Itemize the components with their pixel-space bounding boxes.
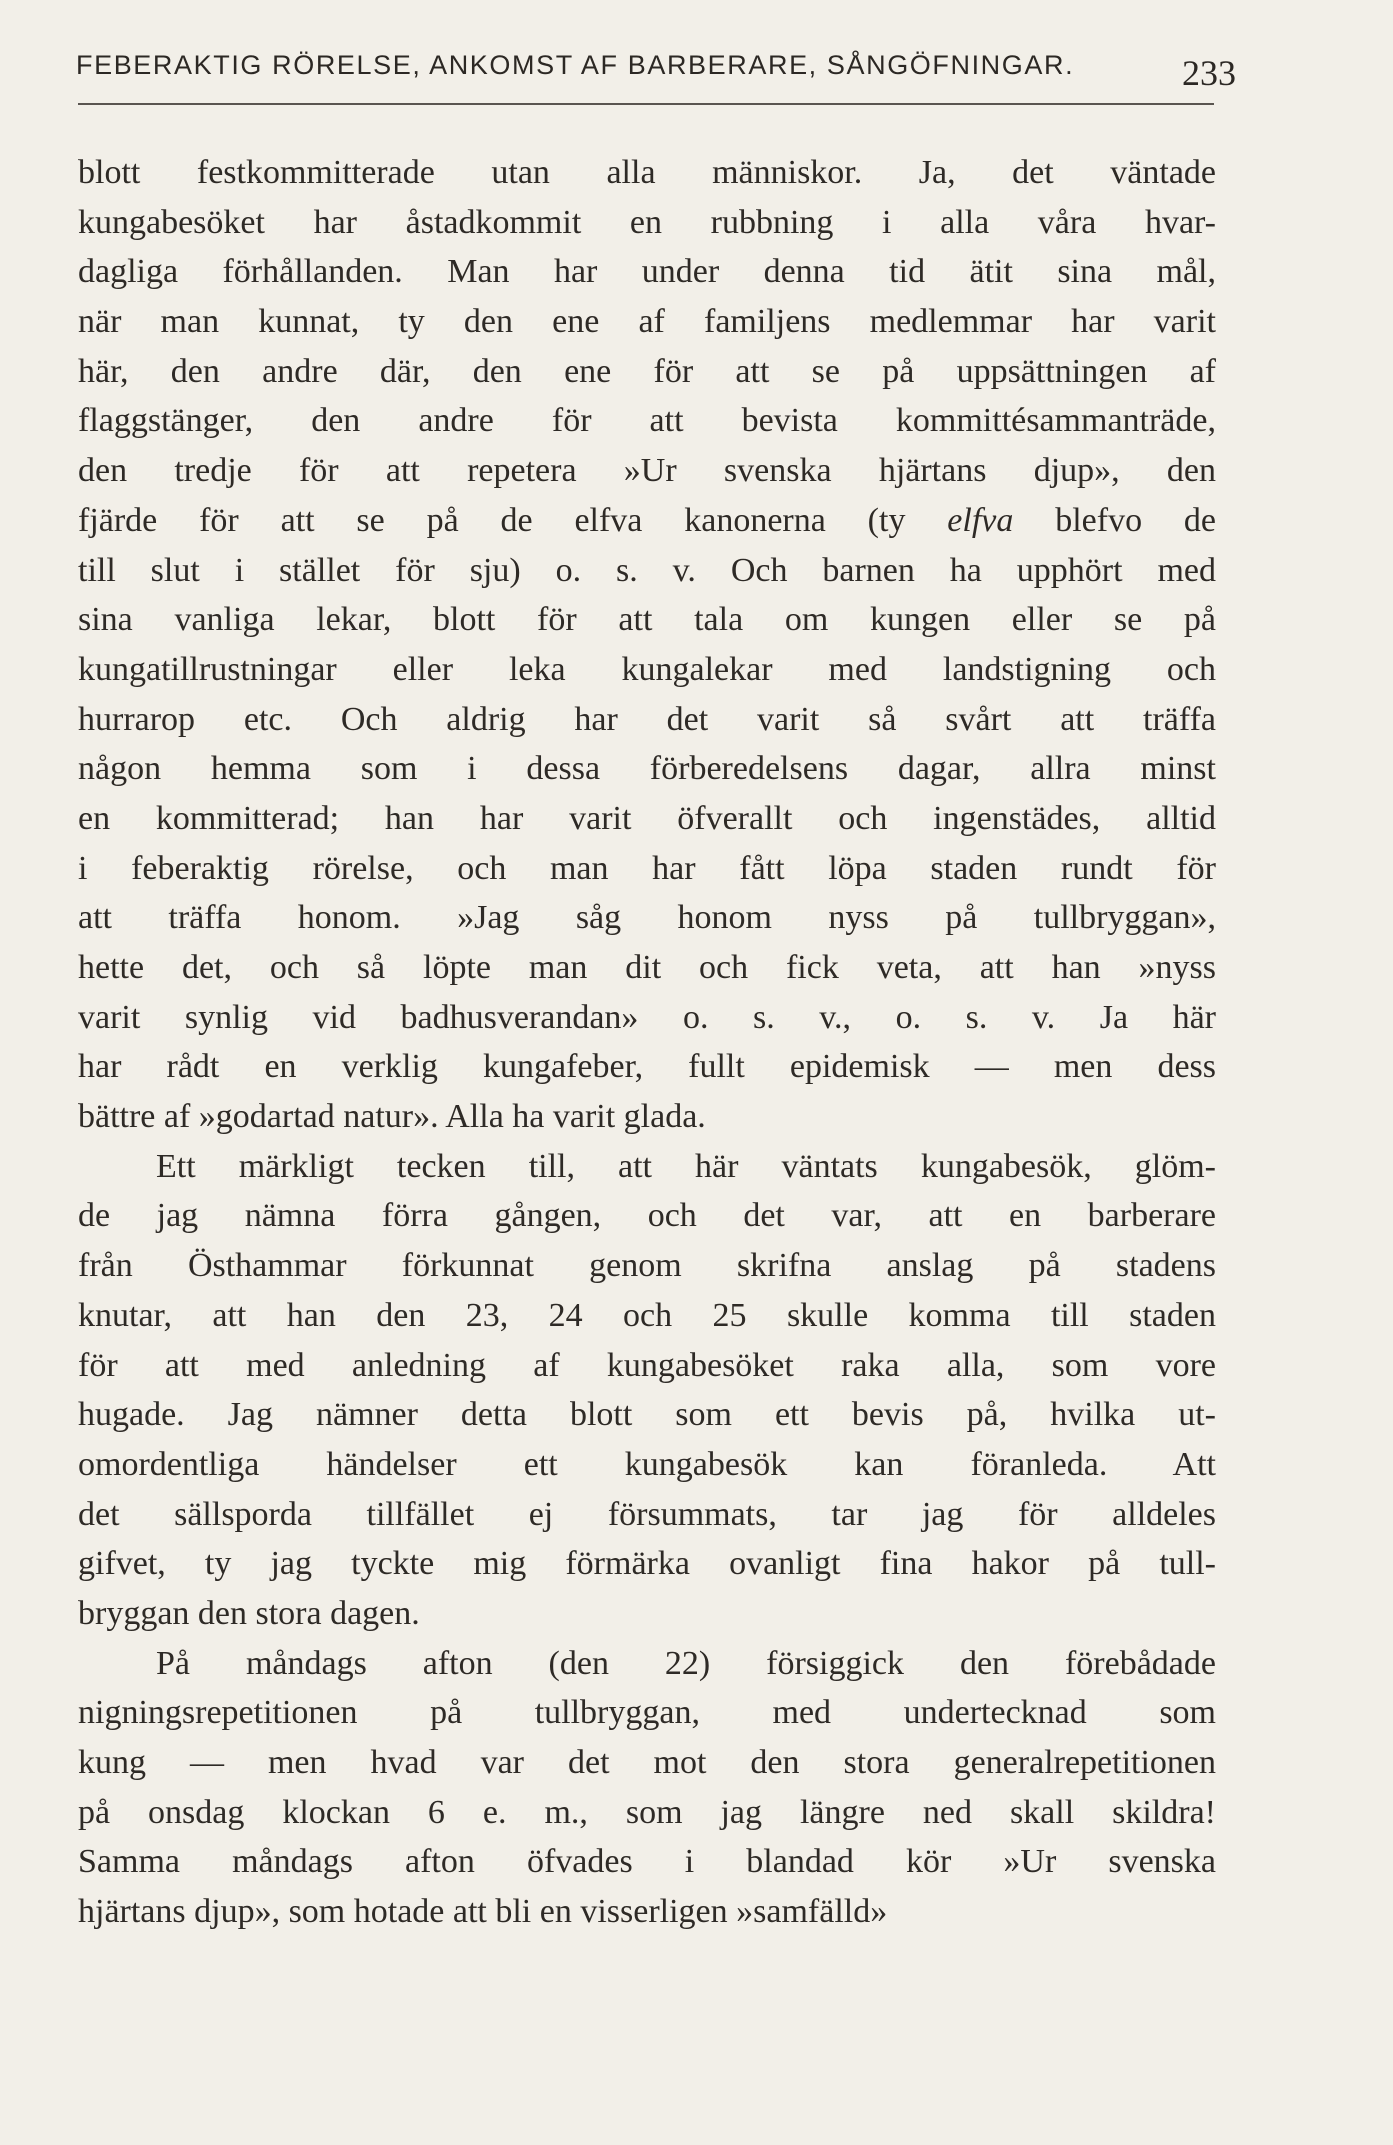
text-line: de jag nämna förra gången, och det var, att en barberare — [78, 1197, 1216, 1235]
paragraph — [78, 1639, 1216, 1937]
text-line: blott festkommitterade utan alla människor. Ja, det väntade — [78, 154, 1216, 191]
text-line: kung — men hvad var det mot den stora generalrepetitionen — [78, 1744, 1216, 1781]
text-line: hjärtans djup», som hotade att bli en visserligen »samfälld» — [78, 1893, 888, 1931]
text-line: det sällsporda tillfället ej försummats, tar jag för alldeles — [78, 1495, 1216, 1533]
text-line — [78, 496, 1216, 546]
paragraph — [78, 148, 1216, 1142]
text-line: bryggan den stora dagen. — [78, 1594, 420, 1632]
text-line: kungatillrustningar eller leka kungalekar med landstigning och — [78, 650, 1216, 688]
text-line: den tredje för att repetera »Ur svenska hjärtans djup», den — [78, 452, 1216, 490]
text-line: någon hemma som i dessa förberedelsens dagar, allra minst — [78, 750, 1216, 788]
text-line: på onsdag klockan 6 e. m., som jag längre ned skall skildra! — [78, 1793, 1216, 1831]
text-line: flaggstänger, den andre för att bevista kommittésammanträde, — [78, 402, 1216, 440]
text-line: bättre af »godartad natur». Alla ha varit glada. — [78, 1098, 706, 1136]
text-line: hugade. Jag nämner detta blott som ett bevis på, hvilka ut- — [78, 1396, 1216, 1434]
running-title: FEBERAKTIG RÖRELSE, ANKOMST AF BARBERARE, SÅNGÖFNINGAR. — [76, 50, 1075, 80]
text-line: i feberaktig rörelse, och man har fått löpa staden rundt för — [78, 849, 1216, 887]
text-line: Ett märkligt tecken till, att här väntats kungabesök, glöm- — [156, 1147, 1216, 1185]
text-line: här, den andre där, den ene för att se på uppsättningen af — [78, 352, 1216, 390]
text-line: knutar, att han den 23, 24 och 25 skulle komma till staden — [78, 1296, 1216, 1334]
text-line: från Östhammar förkunnat genom skrifna anslag på stadens — [78, 1247, 1216, 1285]
header-rule — [78, 103, 1214, 105]
text-line: en kommitterad; han har varit öfverallt och ingenstädes, alltid — [78, 799, 1216, 837]
text-line: till slut i stället för sju) o. s. v. Och barnen ha upphört med — [78, 551, 1216, 589]
text-line: nigningsrepetitionen på tullbryggan, med undertecknad som — [78, 1694, 1216, 1732]
text-line: dagliga förhållanden. Man har under denna tid ätit sina mål, — [78, 253, 1216, 291]
text-line: hette det, och så löpte man dit och fick veta, att han »nyss — [78, 949, 1216, 986]
italic-word: elfva — [947, 501, 1014, 539]
text-line: sina vanliga lekar, blott för att tala om kungen eller se på — [78, 601, 1216, 639]
text-run: fjärde för att se på de elfva kanonerna (ty — [78, 501, 948, 539]
text-line: Samma måndags afton öfvades i blandad kör »Ur svenska — [78, 1843, 1216, 1881]
text-line: omordentliga händelser ett kungabesök kan föranleda. Att — [78, 1445, 1216, 1483]
text-line: varit synlig vid badhusverandan» o. s. v., o. s. v. Ja här — [78, 998, 1216, 1036]
running-head — [76, 44, 1236, 94]
text-line: hurrarop etc. Och aldrig har det varit så svårt att träffa — [78, 700, 1216, 738]
page-number: 233 — [1182, 53, 1236, 93]
paragraph — [78, 1142, 1216, 1639]
text-line: när man kunnat, ty den ene af familjens medlemmar har varit — [78, 303, 1216, 341]
text-line: för att med anledning af kungabesöket raka alla, som vore — [78, 1346, 1216, 1384]
body-text — [78, 148, 1216, 1937]
text-line: gifvet, ty jag tyckte mig förmärka ovanligt fina hakor på tull- — [78, 1545, 1216, 1583]
text-line: På måndags afton (den 22) försiggick den förebådade — [156, 1644, 1216, 1682]
text-line: att träffa honom. »Jag såg honom nyss på tullbryggan», — [78, 899, 1216, 937]
text-run: blefvo de — [1013, 501, 1217, 539]
text-line: har rådt en verklig kungafeber, fullt epidemisk — men dess — [78, 1048, 1216, 1086]
text-line: kungabesöket har åstadkommit en rubbning i alla våra hvar- — [78, 203, 1216, 241]
